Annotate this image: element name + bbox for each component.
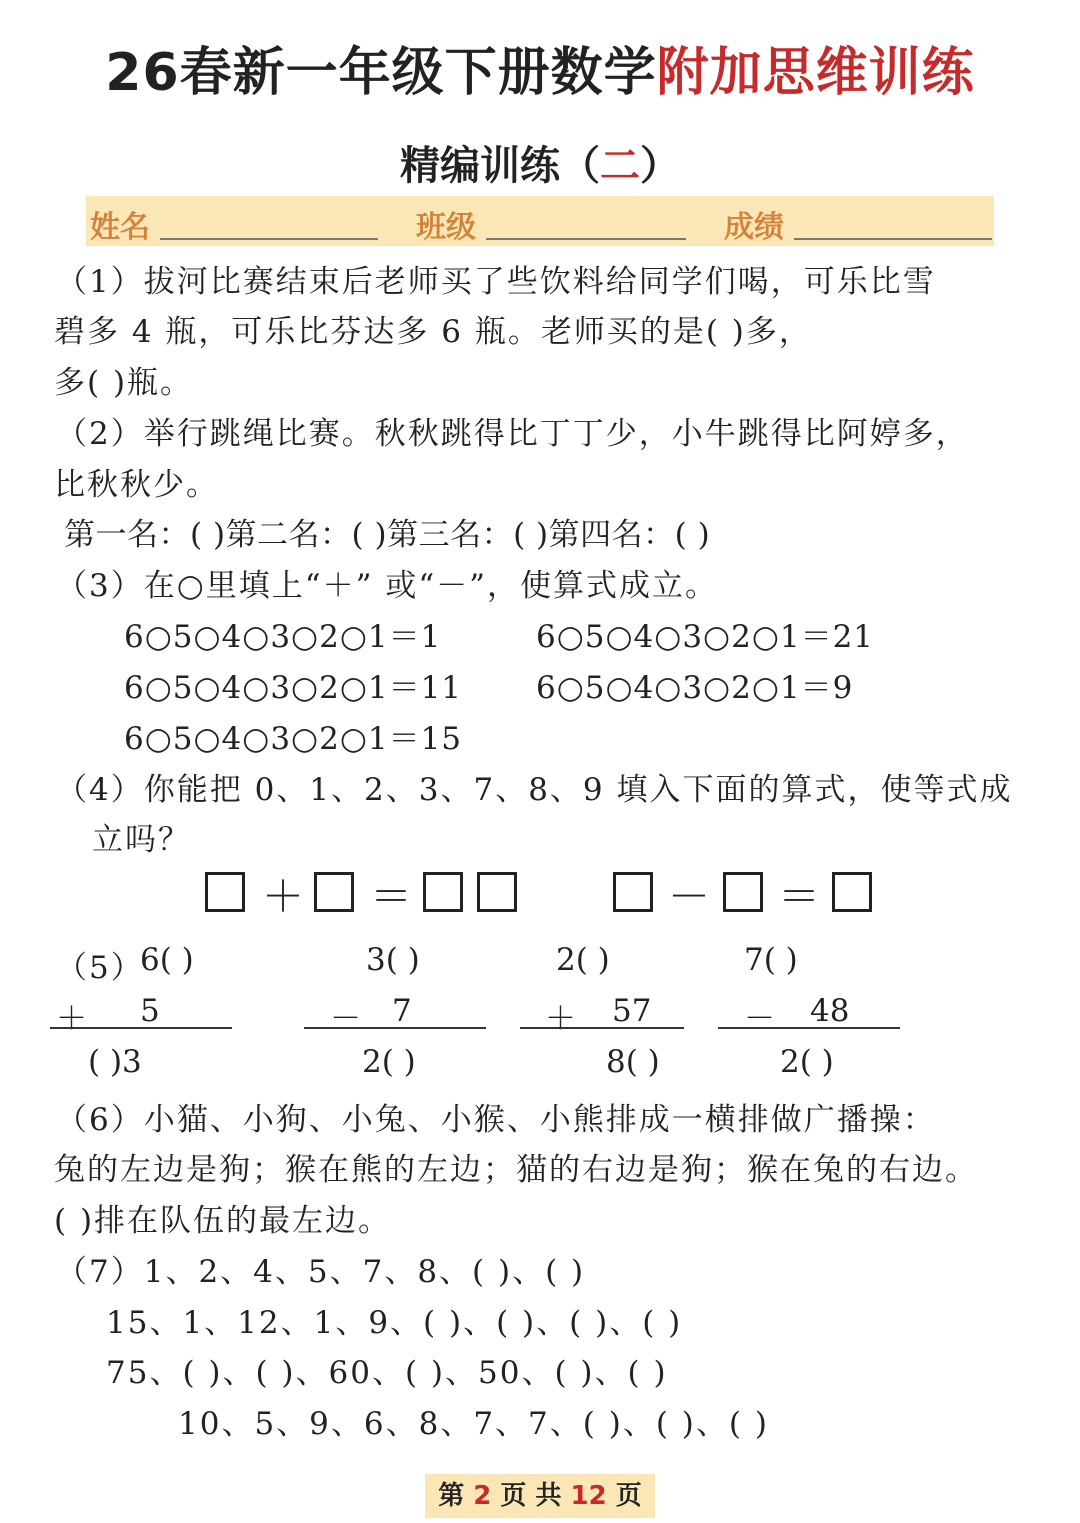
q6-line3: ( )排在队伍的最左边。 — [54, 1203, 392, 1239]
q7-sequence: 75、( )、( )、60、( )、50、( )、( ) — [106, 1355, 668, 1391]
q3-equation: 6○5○4○3○2○1＝1 — [124, 619, 442, 655]
footer-pre: 第 — [438, 1481, 465, 1511]
subtitle-number: 二 — [600, 143, 640, 189]
q3-equation: 6○5○4○3○2○1＝11 — [124, 670, 463, 706]
answer-box[interactable] — [477, 872, 517, 912]
q5-col3-op: ＋ — [545, 1001, 576, 1037]
q5-col1-num: 5 — [140, 993, 160, 1029]
q1-line3: 多( )瓶。 — [54, 365, 194, 401]
q3-equation: 6○5○4○3○2○1＝21 — [536, 619, 875, 655]
q5-col3-top: 2( ) — [556, 942, 610, 978]
title-main: 26春新一年级下册数学 — [105, 43, 657, 103]
q5-col4-num: 48 — [810, 993, 850, 1029]
minus-sign: － — [668, 872, 711, 921]
q4-box-equations — [0, 872, 1080, 921]
footer-mid: 页 共 — [500, 1481, 562, 1511]
q1-line2: 碧多 4 瓶，可乐比芬达多 6 瓶。老师买的是( )多， — [54, 314, 812, 350]
q4-line1: （4）你能把 0、1、2、3、7、8、9 填入下面的算式，使等式成 — [56, 772, 1013, 808]
answer-box[interactable] — [613, 872, 653, 912]
q5-col4-top: 7( ) — [744, 942, 798, 978]
q5-col1-op: ＋ — [56, 1001, 87, 1037]
class-blank[interactable] — [486, 238, 686, 240]
q2-ranking: 第一名：( )第二名：( )第三名：( )第四名：( ) — [64, 517, 711, 553]
q7-sequence: （7）1、2、4、5、7、8、( )、( ) — [56, 1254, 586, 1290]
q5-col1-rule — [50, 1027, 232, 1029]
subtitle-pre: 精编训练（ — [400, 143, 600, 189]
equals-sign: ＝ — [778, 872, 821, 921]
q1-line1: （1）拔河比赛结束后老师买了些饮料给同学们喝，可乐比雪 — [56, 264, 936, 300]
answer-box[interactable] — [832, 872, 872, 912]
q5-col4-op: － — [744, 1001, 775, 1037]
footer-post: 页 — [615, 1481, 642, 1511]
q2-line1: （2）举行跳绳比赛。秋秋跳得比丁丁少，小牛跳得比阿婷多， — [56, 416, 969, 452]
answer-box[interactable] — [423, 872, 463, 912]
q6-line2: 兔的左边是狗；猴在熊的左边；猫的右边是狗；猴在兔的右边。 — [54, 1152, 978, 1188]
plus-sign: ＋ — [262, 872, 305, 921]
name-label: 姓名 — [90, 210, 150, 245]
q5-col3-num: 57 — [612, 993, 652, 1029]
class-label: 班级 — [416, 210, 476, 245]
student-info-bar — [86, 196, 994, 246]
q5-col2-op: － — [330, 1001, 361, 1037]
current-page-number: 2 — [473, 1481, 492, 1511]
q5-col1-result: ( )3 — [88, 1044, 142, 1080]
q6-line1: （6）小猫、小狗、小兔、小猴、小熊排成一横排做广播操： — [56, 1102, 936, 1138]
page-title — [0, 30, 1080, 105]
answer-box[interactable] — [205, 872, 245, 912]
q7-sequence: 10、5、9、6、8、7、7、( )、( )、( ) — [178, 1406, 769, 1442]
title-highlight: 附加思维训练 — [656, 43, 975, 103]
q5-col4-rule — [718, 1027, 900, 1029]
subtitle-post: ） — [640, 143, 680, 189]
q4-line2: 立吗？ — [92, 822, 191, 858]
equals-sign: ＝ — [370, 872, 413, 921]
score-label: 成绩 — [724, 210, 784, 245]
q5-col3-rule — [520, 1027, 684, 1029]
section-subtitle — [0, 134, 1080, 191]
total-pages-number: 12 — [570, 1481, 607, 1511]
q5-col2-num: 7 — [392, 993, 412, 1029]
q5-label: （5） — [56, 950, 144, 986]
q5-col2-rule — [304, 1027, 486, 1029]
q5-col3-result: 8( ) — [606, 1044, 660, 1080]
q5-col1-top: 6( ) — [140, 942, 194, 978]
answer-box[interactable] — [314, 872, 354, 912]
score-blank[interactable] — [794, 238, 992, 240]
q3-equation: 6○5○4○3○2○1＝15 — [124, 721, 463, 757]
q5-col2-result: 2( ) — [362, 1044, 416, 1080]
q3-equation: 6○5○4○3○2○1＝9 — [536, 670, 854, 706]
q2-line2: 比秋秋少。 — [54, 467, 219, 503]
name-blank[interactable] — [160, 238, 378, 240]
q5-col4-result: 2( ) — [780, 1044, 834, 1080]
answer-box[interactable] — [723, 872, 763, 912]
page-indicator — [425, 1474, 655, 1518]
q7-sequence: 15、1、12、1、9、( )、( )、( )、( ) — [106, 1305, 683, 1341]
q3-line1: （3）在○里填上“＋” 或“－”，使算式成立。 — [56, 568, 719, 604]
q5-col2-top: 3( ) — [366, 942, 420, 978]
